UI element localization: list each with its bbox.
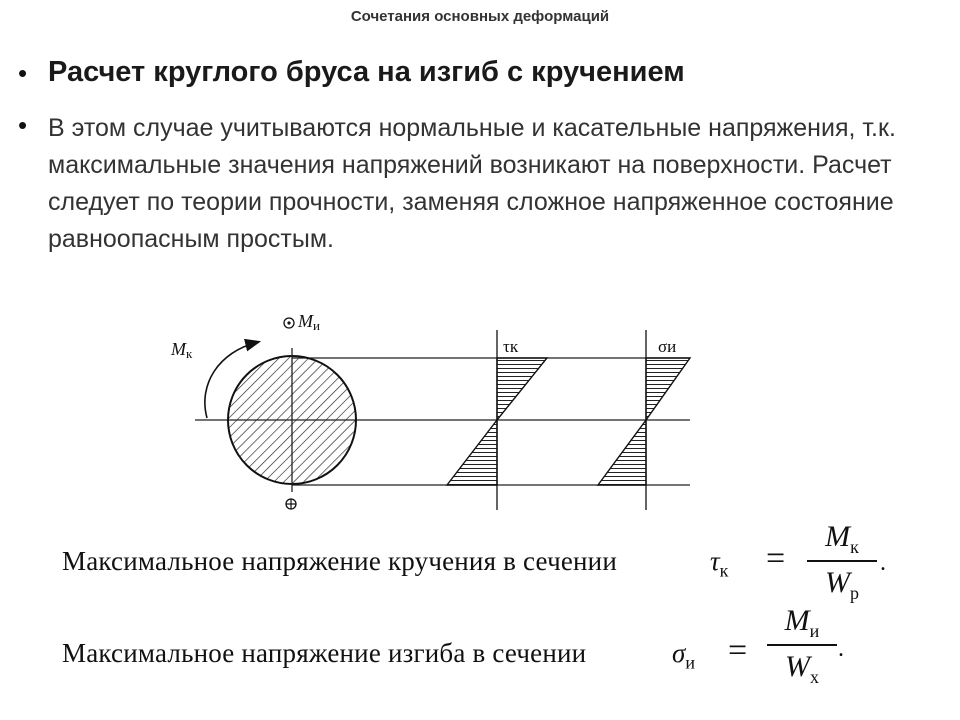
sigma-lower-triangle	[598, 420, 646, 485]
equals-sign: =	[728, 632, 748, 669]
period: .	[838, 636, 844, 662]
sigma-upper-triangle	[646, 358, 690, 420]
moment-in-symbol	[286, 499, 296, 509]
torque-label: Mк	[171, 339, 193, 361]
tau-lower-triangle	[447, 420, 497, 485]
section-heading: Расчет круглого бруса на изгиб с кручением	[48, 56, 685, 88]
bending-formula-label: Максимальное напряжение изгиба в сечении	[62, 638, 587, 668]
moment-out-symbol	[284, 318, 294, 328]
tau-upper-triangle	[497, 358, 547, 420]
torsion-stress-formula	[62, 520, 942, 610]
bullet-marker: •	[18, 110, 28, 140]
bending-moment-label: Mи	[298, 311, 320, 333]
torsion-fraction: $M_к$ $W_p$	[807, 520, 877, 604]
tau-label: τк	[503, 337, 519, 356]
bullet-marker: •	[18, 58, 28, 88]
torsion-formula-label: Максимальное напряжение кручения в сечении	[62, 546, 617, 576]
stress-diagram	[0, 300, 960, 515]
period: .	[880, 550, 886, 576]
bending-stress-formula	[62, 604, 942, 702]
sigma-label: σи	[658, 337, 677, 356]
tau-symbol: $\tau_к$	[710, 546, 729, 581]
bending-fraction: $M_и$ $W_x$	[767, 604, 837, 688]
body-paragraph: В этом случае учитываются нормальные и касательные напряжения, т.к. максимальные значения напряжений возникают на поверхности. Расчет следует по теории прочности, заменяя сложное напряженное состояние равноопасным простым.	[48, 114, 896, 253]
slide-title: Сочетания основных деформаций	[350, 8, 610, 25]
equals-sign: =	[766, 540, 786, 577]
sigma-symbol: $\sigma_и$	[672, 638, 695, 673]
